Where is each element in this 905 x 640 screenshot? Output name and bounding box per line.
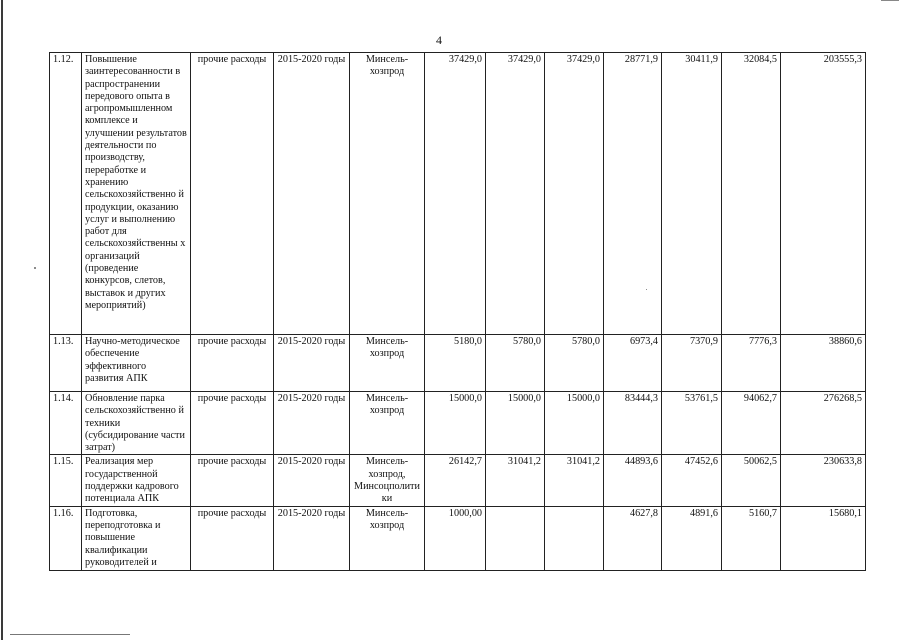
value-cell: 7776,3: [722, 335, 781, 392]
value-cell: 28771,9: [604, 53, 662, 335]
value-cell: 31041,2: [486, 455, 545, 506]
scan-speck: [34, 267, 36, 269]
page-number: 4: [436, 33, 442, 47]
activity-name: Научно-методическое обеспечение эффективного развития АПК: [82, 335, 191, 392]
value-cell: 47452,6: [662, 455, 722, 506]
period: 2015-2020 годы: [274, 335, 350, 392]
value-cell: 15000,0: [425, 392, 486, 455]
expense-type: прочие расходы: [191, 392, 274, 455]
table-row: [50, 506, 866, 570]
value-cell: 37429,0: [425, 53, 486, 335]
program-activities-table: [49, 52, 866, 571]
table-row: [50, 392, 866, 455]
value-cell: 31041,2: [545, 455, 604, 506]
activity-name: Реализация мер государственной поддержки кадрового потенциала АПК: [82, 455, 191, 506]
value-cell: [486, 506, 545, 570]
expense-type: прочие расходы: [191, 455, 274, 506]
expense-type: прочие расходы: [191, 506, 274, 570]
period: 2015-2020 годы: [274, 455, 350, 506]
value-cell: 6973,4: [604, 335, 662, 392]
value-cell: 4891,6: [662, 506, 722, 570]
value-cell: 94062,7: [722, 392, 781, 455]
row-number: 1.13.: [50, 335, 82, 392]
executor: Минсель-хозпрод: [350, 392, 425, 455]
period: 2015-2020 годы: [274, 53, 350, 335]
value-cell: 1000,00: [425, 506, 486, 570]
value-cell: 53761,5: [662, 392, 722, 455]
value-cell: 5160,7: [722, 506, 781, 570]
value-cell: 37429,0: [545, 53, 604, 335]
row-number: 1.12.: [50, 53, 82, 335]
table-row: [50, 53, 866, 335]
table-row: [50, 335, 866, 392]
total-cell: 38860,6: [781, 335, 866, 392]
scan-bottom-rule: [10, 634, 130, 635]
total-cell: 230633,8: [781, 455, 866, 506]
value-cell: 7370,9: [662, 335, 722, 392]
table-row: [50, 455, 866, 506]
total-cell: 276268,5: [781, 392, 866, 455]
value-cell: 5780,0: [545, 335, 604, 392]
activity-name: Обновление парка сельскохозяйственно й техники (субсидирование части затрат): [82, 392, 191, 455]
executor: Минсель-хозпрод: [350, 53, 425, 335]
row-number: 1.14.: [50, 392, 82, 455]
period: 2015-2020 годы: [274, 506, 350, 570]
expense-type: прочие расходы: [191, 335, 274, 392]
row-number: 1.15.: [50, 455, 82, 506]
activity-name: Подготовка, переподготовка и повышение квалификации руководителей и: [82, 506, 191, 570]
value-cell: 44893,6: [604, 455, 662, 506]
value-cell: 37429,0: [486, 53, 545, 335]
value-cell: 5180,0: [425, 335, 486, 392]
value-cell: 50062,5: [722, 455, 781, 506]
executor: Минсель-хозпрод: [350, 506, 425, 570]
activity-name: Повышение заинтересованности в распространении передового опыта в агропромышленном комплексе и улучшении результатов деятельности по производству, переработке и хранению сельскохозяйственно й продукции, оказанию услуг и выполнению работ для сельскохозяйственны х организаций (проведение конкурсов, слетов, выставок и других мероприятий): [82, 53, 191, 335]
value-cell: [545, 506, 604, 570]
scan-left-edge: [1, 0, 3, 640]
value-cell: 4627,8: [604, 506, 662, 570]
value-cell: 15000,0: [545, 392, 604, 455]
expense-type: прочие расходы: [191, 53, 274, 335]
value-cell: 15000,0: [486, 392, 545, 455]
period: 2015-2020 годы: [274, 392, 350, 455]
value-cell: 32084,5: [722, 53, 781, 335]
total-cell: 203555,3: [781, 53, 866, 335]
executor: Минсель-хозпрод, Минсоцполити ки: [350, 455, 425, 506]
row-number: 1.16.: [50, 506, 82, 570]
value-cell: 83444,3: [604, 392, 662, 455]
value-cell: 5780,0: [486, 335, 545, 392]
value-cell: 26142,7: [425, 455, 486, 506]
value-cell: 30411,9: [662, 53, 722, 335]
scan-corner-mark: [881, 0, 899, 7]
total-cell: 15680,1: [781, 506, 866, 570]
executor: Минсель-хозпрод: [350, 335, 425, 392]
